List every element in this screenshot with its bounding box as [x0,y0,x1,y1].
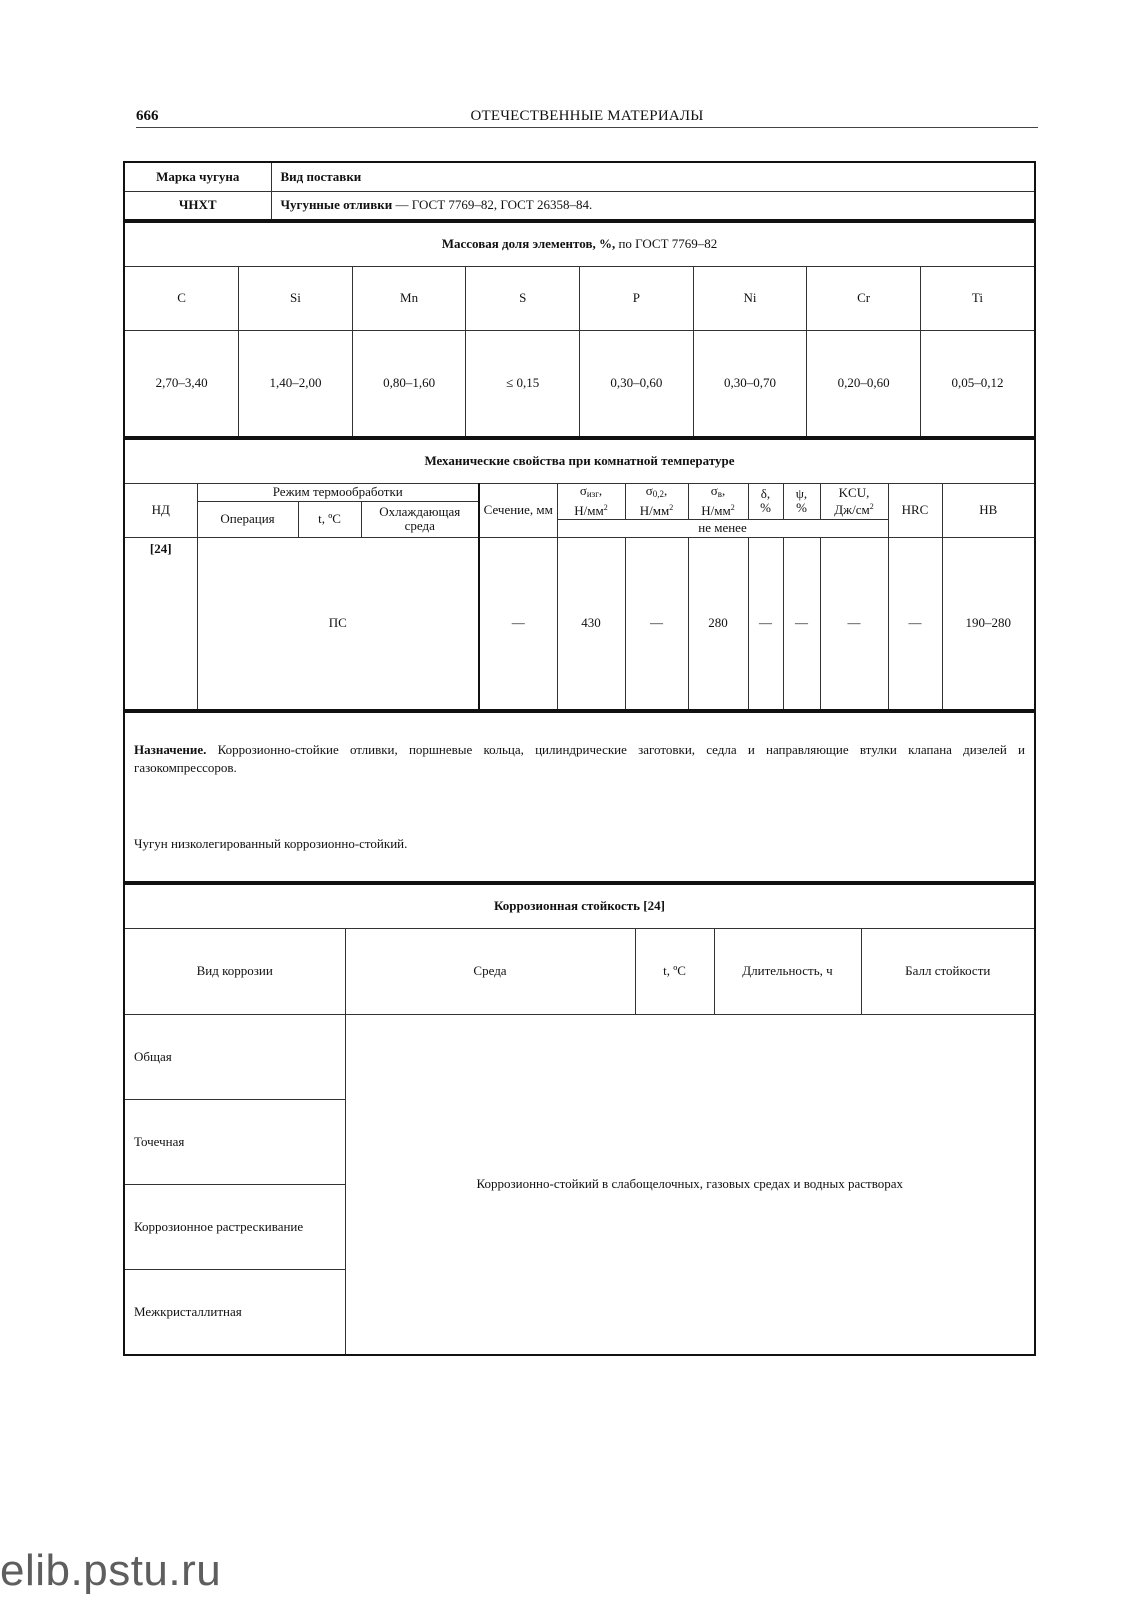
sigma-bend-value: 430 [557,537,625,709]
element-c: C [125,266,239,330]
psi-header: ψ, % [783,483,820,519]
corrosion-title: Коррозионная стойкость [24] [125,885,1034,928]
value-ni: 0,30–0,70 [693,330,807,436]
purpose-paragraph [134,741,1025,777]
composition-block [123,221,1036,438]
medium-value: Коррозионно-стойкий в слабощелочных, газовых средах и водных растворах [345,1014,1034,1354]
hrc-header: HRC [888,483,942,537]
section-header: Сечение, мм [479,483,557,537]
operation-header: Операция [197,501,298,537]
supply-bold: Чугунные отливки [280,197,393,213]
composition-title-bold: Массовая доля элементов, %, [441,236,616,252]
sigma-02-header: $\sigma_{0,2}$, $Н/мм^2$ [625,483,688,519]
element-p: P [580,266,694,330]
material-datasheet [123,161,1036,1356]
medium-header: Среда [345,928,635,1014]
value-si: 1,40–2,00 [239,330,353,436]
value-p: 0,30–0,60 [580,330,694,436]
resistance-score-header: Балл стойкости [861,928,1034,1014]
grade-block [123,161,1036,221]
purpose-block [123,711,1036,883]
sigma-bend-header: $\sigma_{изг}$, $Н/мм^2$ [557,483,625,519]
duration-header: Длительность, ч [714,928,861,1014]
element-ti: Ti [920,266,1034,330]
value-cr: 0,20–0,60 [807,330,921,436]
page-number: 666 [136,108,159,124]
nd-header: НД [125,483,197,537]
purpose-text: Коррозионно-стойкие отливки, поршневые кольца, цилиндрические заготовки, седла и направляющие втулки клапана дизелей и газокомпрессоров. [134,742,1025,775]
element-cr: Cr [807,266,921,330]
element-si: Si [239,266,353,330]
mechanical-block [123,438,1036,711]
hb-value: 190–280 [942,537,1034,709]
psi-value: — [783,537,820,709]
value-s: ≤ 0,15 [466,330,580,436]
min-label: не менее [557,519,888,537]
supply-column-header: Вид поставки [271,163,1034,191]
value-mn: 0,80–1,60 [352,330,466,436]
corrosion-type-intergranular: Межкристаллитная [125,1269,345,1354]
element-ni: Ni [693,266,807,330]
element-mn: Mn [352,266,466,330]
supply-value [271,191,1034,219]
supply-rest: — ГОСТ 7769–82, ГОСТ 26358–84. [392,197,593,213]
grade-value: ЧНХТ [125,191,271,219]
sigma-b-header: $\sigma_в$, $Н/мм^2$ [688,483,748,519]
running-header [136,107,1038,128]
composition-title-rest: по ГОСТ 7769–82 [615,236,718,252]
corrosion-temp-header: t, ºC [635,928,714,1014]
watermark: elib.pstu.ru [0,1546,222,1595]
composition-title [125,223,1034,266]
running-title: ОТЕЧЕСТВЕННЫЕ МАТЕРИАЛЫ [470,108,704,124]
temp-header: t, ºC [298,501,361,537]
mechanical-title: Механические свойства при комнатной температуре [125,440,1034,483]
grade-column-header: Марка чугуна [125,163,271,191]
purpose-note: Чугун низколегированный коррозионно-стойкий. [134,836,408,851]
delta-header: δ, % [748,483,783,519]
corrosion-type-general: Общая [125,1014,345,1099]
kcu-header: KCU, $Дж/см^2$ [820,483,888,519]
value-c: 2,70–3,40 [125,330,239,436]
cooling-header: Охлаждающая среда [361,501,479,537]
corrosion-type-pitting: Точечная [125,1099,345,1184]
corrosion-type-cracking: Коррозионное растрескивание [125,1184,345,1269]
treatment-value: ПС [197,537,479,709]
value-ti: 0,05–0,12 [920,330,1034,436]
heat-treatment-header: Режим термообработки [197,483,479,501]
section-value: — [479,537,557,709]
delta-value: — [748,537,783,709]
sigma-02-value: — [625,537,688,709]
element-s: S [466,266,580,330]
kcu-value: — [820,537,888,709]
purpose-label: Назначение. [134,742,207,757]
corrosion-block [123,883,1036,1356]
hrc-value: — [888,537,942,709]
corrosion-type-header: Вид коррозии [125,928,345,1014]
sigma-b-value: 280 [688,537,748,709]
hb-header: HB [942,483,1034,537]
nd-value: [24] [125,537,197,709]
